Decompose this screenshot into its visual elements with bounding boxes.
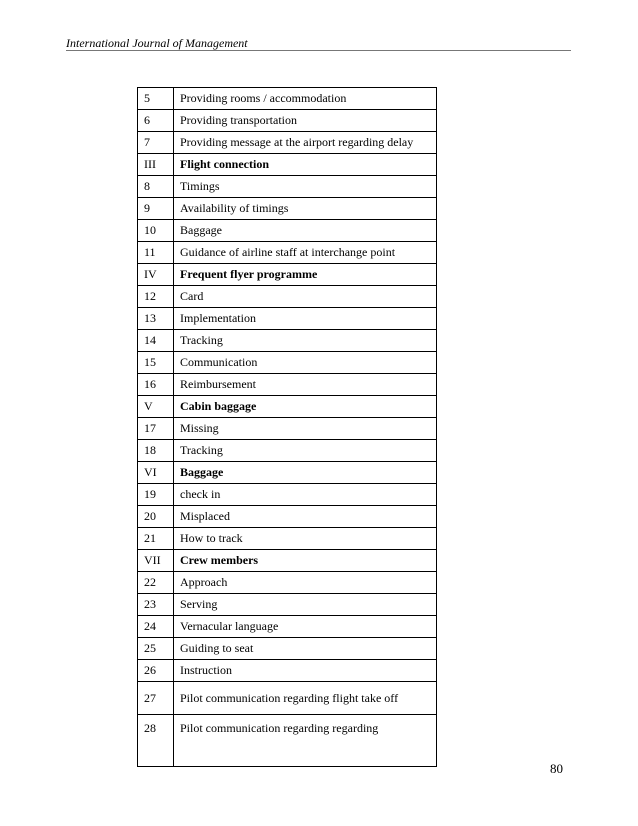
table-row	[138, 528, 437, 550]
table-row	[138, 198, 437, 220]
row-label-cell: Card	[174, 286, 437, 308]
row-number-cell: 23	[138, 594, 174, 616]
row-number-cell: 22	[138, 572, 174, 594]
row-number-cell: 5	[138, 88, 174, 110]
table-row	[138, 242, 437, 264]
table-row	[138, 286, 437, 308]
header-divider	[66, 50, 571, 51]
row-label-cell: Providing transportation	[174, 110, 437, 132]
table-row	[138, 484, 437, 506]
row-number-cell: 8	[138, 176, 174, 198]
row-label-cell: Timings	[174, 176, 437, 198]
section-title-cell: Flight connection	[174, 154, 437, 176]
row-label-cell: Misplaced	[174, 506, 437, 528]
row-number-cell: V	[138, 396, 174, 418]
table-row	[138, 308, 437, 330]
row-number-cell: VII	[138, 550, 174, 572]
table-row	[138, 715, 437, 767]
section-title-cell: Baggage	[174, 462, 437, 484]
table-row	[138, 638, 437, 660]
row-number-cell: VI	[138, 462, 174, 484]
items-table-body	[138, 88, 437, 767]
row-label-cell: check in	[174, 484, 437, 506]
page-number: 80	[550, 761, 563, 776]
row-label-cell: Serving	[174, 594, 437, 616]
row-number-cell: 25	[138, 638, 174, 660]
section-row	[138, 396, 437, 418]
table-row	[138, 220, 437, 242]
section-title-cell: Frequent flyer programme	[174, 264, 437, 286]
table-row	[138, 682, 437, 715]
row-number-cell: 11	[138, 242, 174, 264]
row-label-cell: Guidance of airline staff at interchange point	[174, 242, 437, 264]
row-label-cell: Reimbursement	[174, 374, 437, 396]
row-number-cell: 16	[138, 374, 174, 396]
row-label-cell: Providing rooms / accommodation	[174, 88, 437, 110]
table-row	[138, 176, 437, 198]
row-label-cell: How to track	[174, 528, 437, 550]
row-number-cell: 27	[138, 682, 174, 715]
row-number-cell: 15	[138, 352, 174, 374]
table-row	[138, 594, 437, 616]
row-number-cell: 20	[138, 506, 174, 528]
table-row	[138, 572, 437, 594]
table-row	[138, 418, 437, 440]
row-number-cell: 28	[138, 715, 174, 767]
table-row	[138, 374, 437, 396]
row-label-cell: Tracking	[174, 330, 437, 352]
row-number-cell: 7	[138, 132, 174, 154]
table-row	[138, 110, 437, 132]
row-label-cell: Baggage	[174, 220, 437, 242]
row-label-cell: Communication	[174, 352, 437, 374]
section-row	[138, 154, 437, 176]
row-label-cell: Availability of timings	[174, 198, 437, 220]
row-number-cell: 10	[138, 220, 174, 242]
row-number-cell: 21	[138, 528, 174, 550]
row-number-cell: 13	[138, 308, 174, 330]
section-row	[138, 264, 437, 286]
table-row	[138, 440, 437, 462]
row-label-cell: Missing	[174, 418, 437, 440]
row-number-cell: 18	[138, 440, 174, 462]
section-title-cell: Cabin baggage	[174, 396, 437, 418]
row-number-cell: 24	[138, 616, 174, 638]
section-row	[138, 550, 437, 572]
table-row	[138, 330, 437, 352]
table-row	[138, 616, 437, 638]
row-label-cell: Instruction	[174, 660, 437, 682]
row-label-cell: Providing message at the airport regarding delay	[174, 132, 437, 154]
table-row	[138, 506, 437, 528]
row-label-cell: Vernacular language	[174, 616, 437, 638]
row-label-cell: Pilot communication regarding flight take off	[174, 682, 437, 715]
row-number-cell: 9	[138, 198, 174, 220]
row-number-cell: IV	[138, 264, 174, 286]
row-number-cell: 17	[138, 418, 174, 440]
journal-header: International Journal of Management	[66, 36, 248, 50]
items-table	[137, 87, 437, 767]
row-label-cell: Tracking	[174, 440, 437, 462]
section-row	[138, 462, 437, 484]
row-label-cell: Guiding to seat	[174, 638, 437, 660]
table-row	[138, 660, 437, 682]
table-row	[138, 132, 437, 154]
row-number-cell: 19	[138, 484, 174, 506]
section-title-cell: Crew members	[174, 550, 437, 572]
row-number-cell: 6	[138, 110, 174, 132]
row-number-cell: III	[138, 154, 174, 176]
row-label-cell: Pilot communication regarding regarding	[174, 715, 437, 767]
table-row	[138, 352, 437, 374]
row-number-cell: 14	[138, 330, 174, 352]
row-label-cell: Implementation	[174, 308, 437, 330]
row-number-cell: 26	[138, 660, 174, 682]
table-row	[138, 88, 437, 110]
row-label-cell: Approach	[174, 572, 437, 594]
row-number-cell: 12	[138, 286, 174, 308]
